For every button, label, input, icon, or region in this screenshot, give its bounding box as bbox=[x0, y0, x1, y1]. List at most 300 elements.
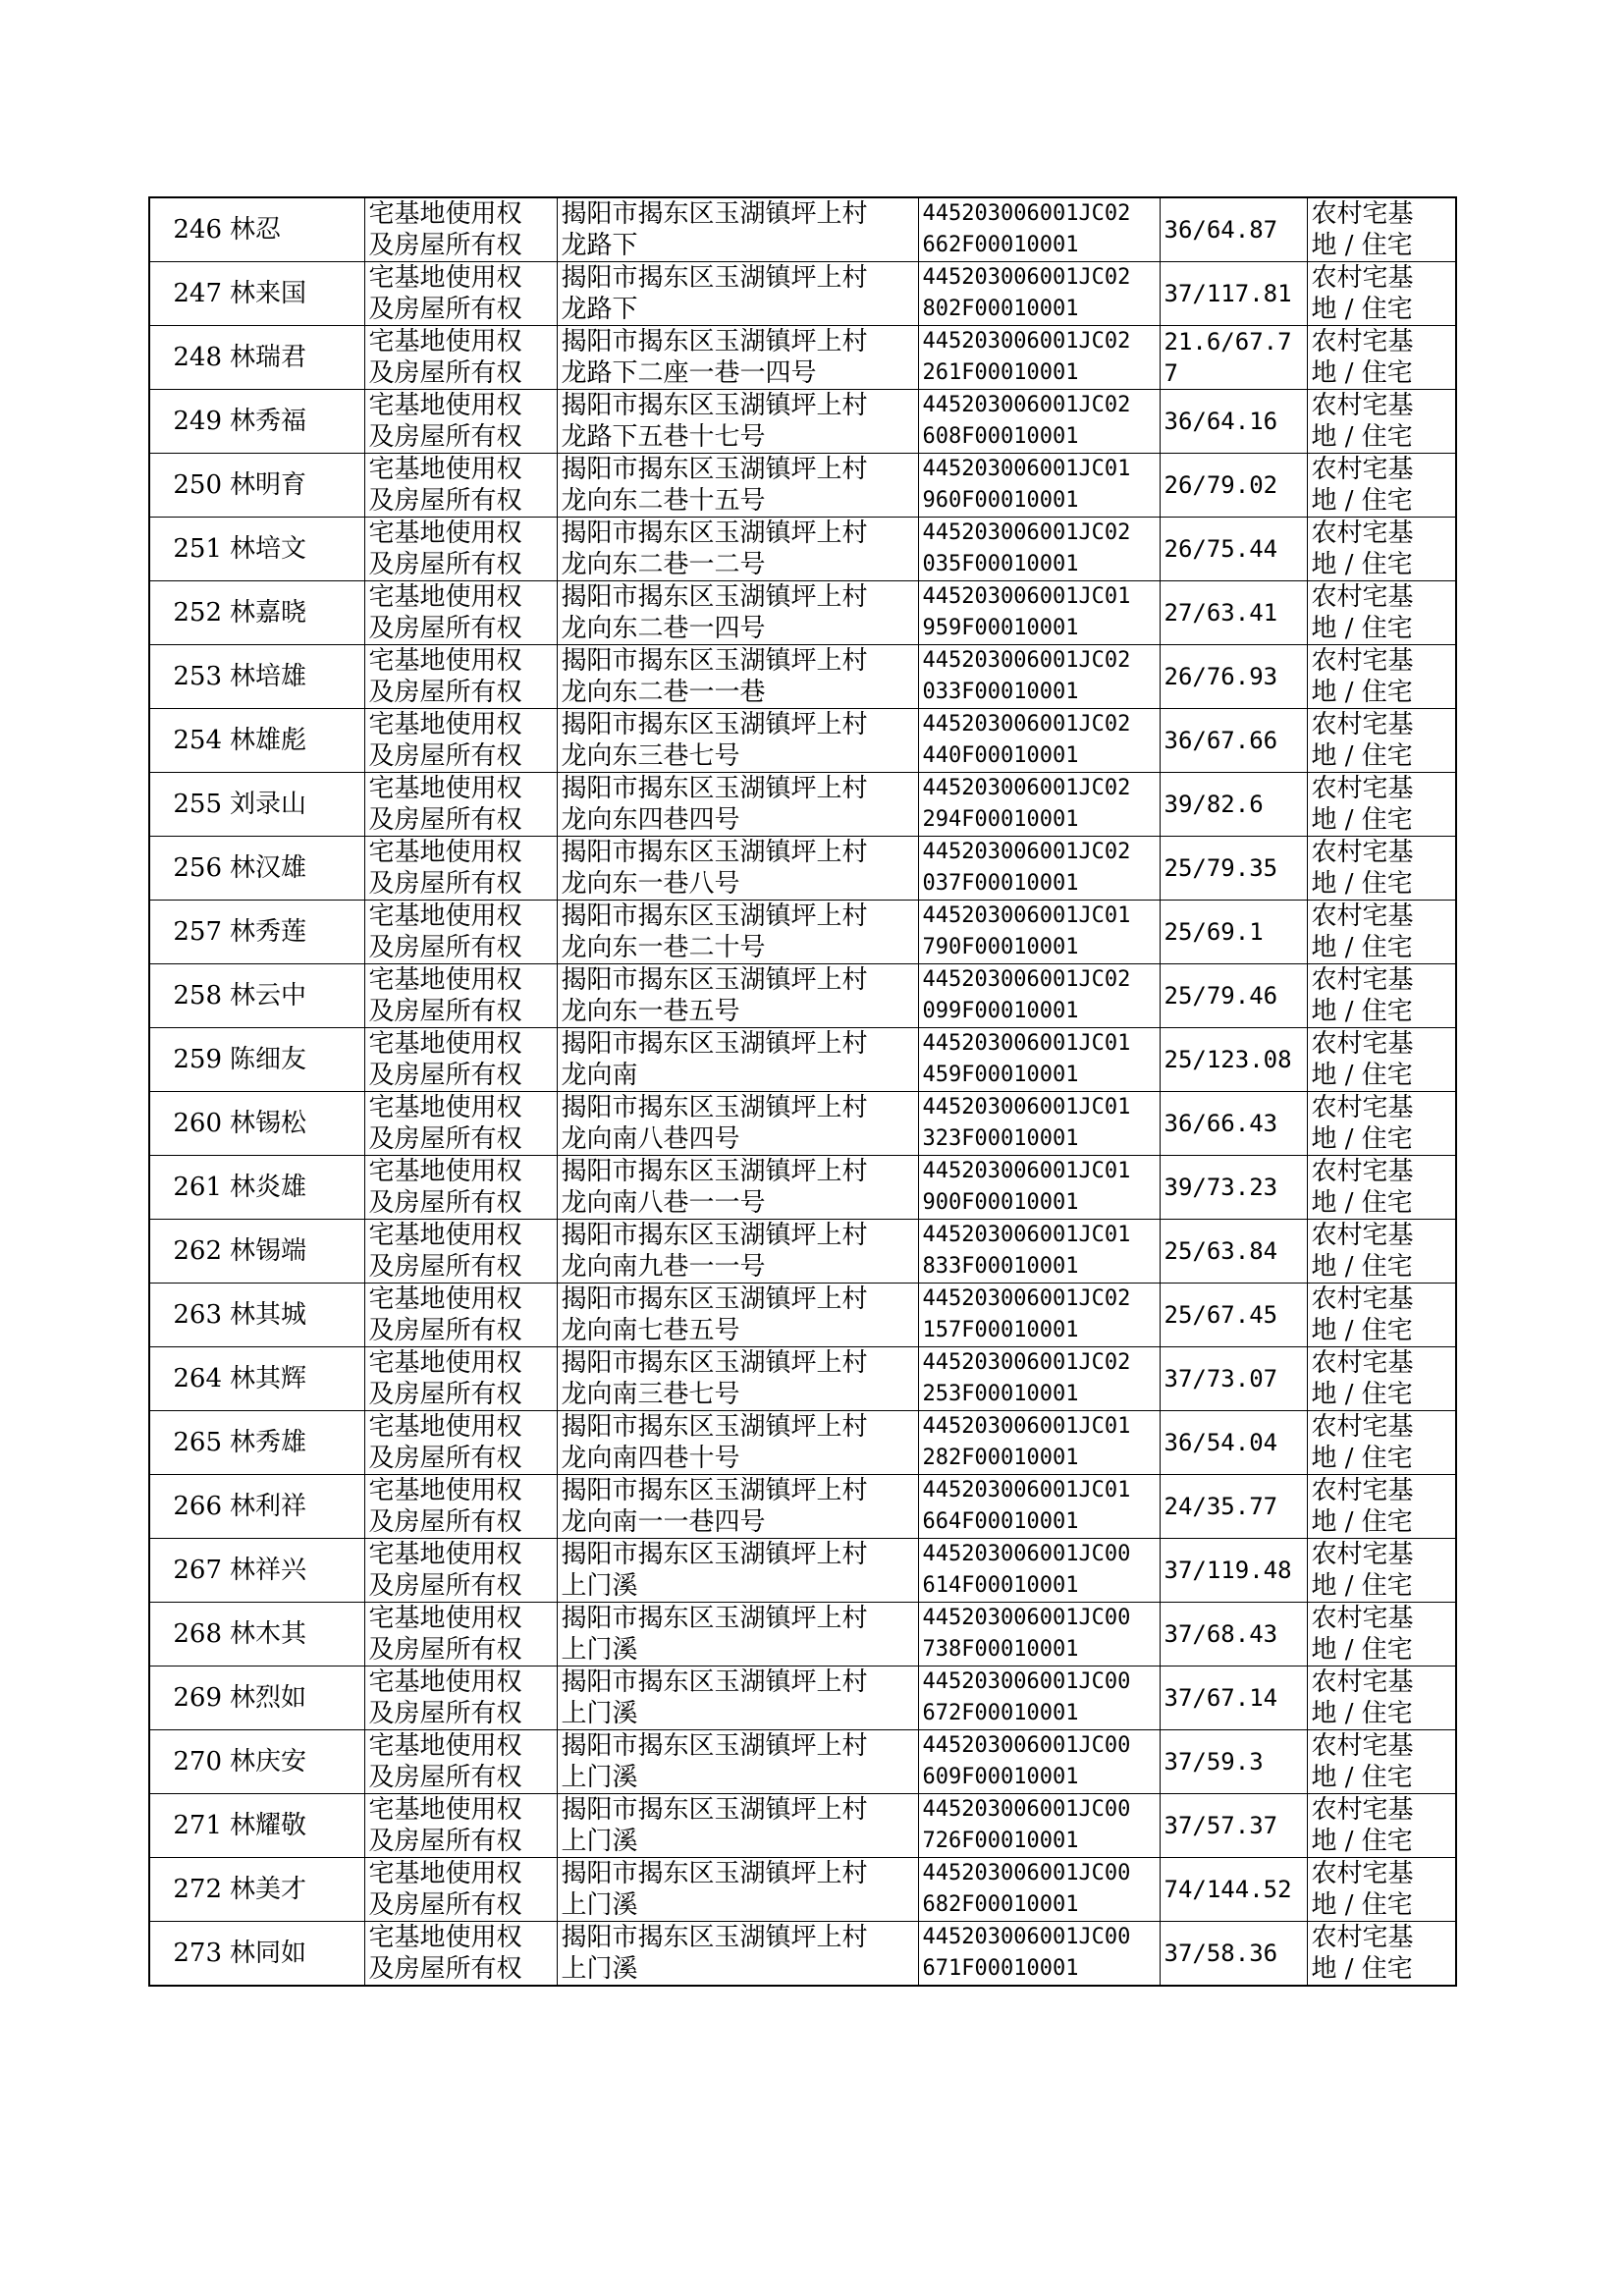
address-line-1: 揭阳市揭东区玉湖镇坪上村 bbox=[561, 1476, 868, 1505]
area-value: 25/63.84 bbox=[1160, 1220, 1307, 1284]
address bbox=[557, 1028, 918, 1092]
address bbox=[557, 964, 918, 1028]
owner-name: 刘录山 bbox=[228, 773, 364, 837]
land-use-line-1: 农村宅基 bbox=[1311, 1157, 1414, 1186]
right-type-line-2: 及房屋所有权 bbox=[368, 1890, 522, 1920]
land-use-line-1: 农村宅基 bbox=[1311, 774, 1414, 803]
parcel-code-line-2: 157F00010001 bbox=[922, 1318, 1079, 1342]
parcel-code-line-1: 445203006001JC02 bbox=[922, 1350, 1131, 1375]
right-type-line-1: 宅基地使用权 bbox=[368, 1604, 522, 1633]
land-use-line-1: 农村宅基 bbox=[1311, 263, 1414, 293]
area-value: 24/35.77 bbox=[1160, 1475, 1307, 1539]
parcel-code-line-1: 445203006001JC00 bbox=[922, 1542, 1131, 1566]
right-type bbox=[364, 1667, 557, 1730]
table-row bbox=[149, 326, 1456, 390]
owner-name: 林庆安 bbox=[228, 1730, 364, 1794]
right-type-line-2: 及房屋所有权 bbox=[368, 295, 522, 324]
parcel-code-line-2: 959F00010001 bbox=[922, 616, 1079, 640]
land-use-line-1: 农村宅基 bbox=[1311, 327, 1414, 356]
parcel-code bbox=[918, 454, 1160, 518]
land-use-line-2: 地 / 住宅 bbox=[1311, 422, 1413, 452]
area-value: 26/75.44 bbox=[1160, 518, 1307, 581]
parcel-code-line-2: 790F00010001 bbox=[922, 935, 1079, 959]
area-value: 37/117.81 bbox=[1160, 262, 1307, 326]
parcel-code bbox=[918, 1028, 1160, 1092]
address bbox=[557, 1284, 918, 1347]
parcel-code-line-1: 445203006001JC02 bbox=[922, 201, 1131, 226]
address-line-1: 揭阳市揭东区玉湖镇坪上村 bbox=[561, 1029, 868, 1059]
land-use-line-2: 地 / 住宅 bbox=[1311, 614, 1413, 643]
right-type bbox=[364, 581, 557, 645]
right-type-line-1: 宅基地使用权 bbox=[368, 1540, 522, 1569]
parcel-code bbox=[918, 773, 1160, 837]
right-type bbox=[364, 1220, 557, 1284]
address-line-1: 揭阳市揭东区玉湖镇坪上村 bbox=[561, 1667, 868, 1697]
area-value: 25/79.35 bbox=[1160, 837, 1307, 901]
parcel-code-line-1: 445203006001JC02 bbox=[922, 840, 1131, 864]
land-use bbox=[1307, 1922, 1456, 1987]
address-line-1: 揭阳市揭东区玉湖镇坪上村 bbox=[561, 965, 868, 995]
address bbox=[557, 901, 918, 964]
address-line-2: 龙向南三巷七号 bbox=[561, 1380, 740, 1409]
right-type-line-1: 宅基地使用权 bbox=[368, 710, 522, 739]
table-row bbox=[149, 964, 1456, 1028]
record-number: 254 bbox=[149, 709, 228, 773]
parcel-code-line-2: 833F00010001 bbox=[922, 1254, 1079, 1279]
area-value: 26/79.02 bbox=[1160, 454, 1307, 518]
parcel-code-line-1: 445203006001JC02 bbox=[922, 712, 1131, 737]
parcel-code-line-2: 294F00010001 bbox=[922, 807, 1079, 832]
address-line-2: 龙向东二巷一一巷 bbox=[561, 678, 766, 707]
owner-name: 林瑞君 bbox=[228, 326, 364, 390]
right-type bbox=[364, 837, 557, 901]
address-line-1: 揭阳市揭东区玉湖镇坪上村 bbox=[561, 1604, 868, 1633]
right-type bbox=[364, 1794, 557, 1858]
parcel-code-line-2: 282F00010001 bbox=[922, 1446, 1079, 1470]
right-type-line-2: 及房屋所有权 bbox=[368, 1763, 522, 1792]
land-use bbox=[1307, 709, 1456, 773]
land-use-line-2: 地 / 住宅 bbox=[1311, 1252, 1413, 1282]
land-use-line-2: 地 / 住宅 bbox=[1311, 678, 1413, 707]
table-row bbox=[149, 1411, 1456, 1475]
area-value: 39/82.6 bbox=[1160, 773, 1307, 837]
address bbox=[557, 1411, 918, 1475]
land-use-line-2: 地 / 住宅 bbox=[1311, 1444, 1413, 1473]
right-type bbox=[364, 390, 557, 454]
address-line-2: 上门溪 bbox=[561, 1699, 638, 1728]
land-use-line-1: 农村宅基 bbox=[1311, 391, 1414, 420]
address-line-2: 龙向东三巷七号 bbox=[561, 741, 740, 771]
land-use-line-2: 地 / 住宅 bbox=[1311, 295, 1413, 324]
record-number: 256 bbox=[149, 837, 228, 901]
land-use-line-1: 农村宅基 bbox=[1311, 902, 1414, 931]
parcel-code-line-1: 445203006001JC01 bbox=[922, 584, 1131, 609]
area-value: 26/76.93 bbox=[1160, 645, 1307, 709]
address bbox=[557, 1347, 918, 1411]
owner-name: 林云中 bbox=[228, 964, 364, 1028]
right-type-line-1: 宅基地使用权 bbox=[368, 391, 522, 420]
owner-name: 林秀福 bbox=[228, 390, 364, 454]
owner-name: 林来国 bbox=[228, 262, 364, 326]
address bbox=[557, 1922, 918, 1987]
address-line-2: 龙向东一巷八号 bbox=[561, 869, 740, 899]
right-type bbox=[364, 518, 557, 581]
right-type-line-2: 及房屋所有权 bbox=[368, 1635, 522, 1665]
right-type-line-2: 及房屋所有权 bbox=[368, 741, 522, 771]
parcel-code-line-2: 261F00010001 bbox=[922, 360, 1079, 385]
land-use-line-1: 农村宅基 bbox=[1311, 1923, 1414, 1952]
table-row bbox=[149, 197, 1456, 262]
address bbox=[557, 518, 918, 581]
parcel-code bbox=[918, 390, 1160, 454]
parcel-code-line-1: 445203006001JC02 bbox=[922, 776, 1131, 800]
right-type-line-1: 宅基地使用权 bbox=[368, 1859, 522, 1888]
address-line-2: 龙向南 bbox=[561, 1061, 638, 1090]
parcel-code-line-1: 445203006001JC00 bbox=[922, 1606, 1131, 1630]
land-use bbox=[1307, 326, 1456, 390]
address-line-1: 揭阳市揭东区玉湖镇坪上村 bbox=[561, 774, 868, 803]
parcel-code-line-1: 445203006001JC02 bbox=[922, 329, 1131, 354]
right-type-line-2: 及房屋所有权 bbox=[368, 1380, 522, 1409]
parcel-code-line-1: 445203006001JC01 bbox=[922, 1159, 1131, 1183]
table-row bbox=[149, 837, 1456, 901]
parcel-code-line-2: 323F00010001 bbox=[922, 1126, 1079, 1151]
owner-name: 林锡松 bbox=[228, 1092, 364, 1156]
parcel-code bbox=[918, 1156, 1160, 1220]
owner-name: 林其城 bbox=[228, 1284, 364, 1347]
right-type-line-1: 宅基地使用权 bbox=[368, 519, 522, 548]
address bbox=[557, 709, 918, 773]
right-type-line-1: 宅基地使用权 bbox=[368, 1667, 522, 1697]
address-line-2: 上门溪 bbox=[561, 1827, 638, 1856]
area-value: 37/68.43 bbox=[1160, 1603, 1307, 1667]
address bbox=[557, 1220, 918, 1284]
table-row bbox=[149, 901, 1456, 964]
table-row bbox=[149, 390, 1456, 454]
address-line-1: 揭阳市揭东区玉湖镇坪上村 bbox=[561, 1731, 868, 1761]
land-use-line-1: 农村宅基 bbox=[1311, 1029, 1414, 1059]
land-use bbox=[1307, 1156, 1456, 1220]
land-use-line-1: 农村宅基 bbox=[1311, 1859, 1414, 1888]
address-line-2: 龙向南七巷五号 bbox=[561, 1316, 740, 1345]
land-use-line-2: 地 / 住宅 bbox=[1311, 1699, 1413, 1728]
parcel-code-line-2: 726F00010001 bbox=[922, 1829, 1079, 1853]
owner-name: 林秀雄 bbox=[228, 1411, 364, 1475]
right-type-line-2: 及房屋所有权 bbox=[368, 550, 522, 579]
address-line-2: 龙向东四巷四号 bbox=[561, 805, 740, 835]
parcel-code bbox=[918, 262, 1160, 326]
land-use bbox=[1307, 390, 1456, 454]
address-line-1: 揭阳市揭东区玉湖镇坪上村 bbox=[561, 391, 868, 420]
parcel-code bbox=[918, 645, 1160, 709]
land-use-line-1: 农村宅基 bbox=[1311, 519, 1414, 548]
area-value: 37/119.48 bbox=[1160, 1539, 1307, 1603]
area-value: 36/66.43 bbox=[1160, 1092, 1307, 1156]
land-use-line-1: 农村宅基 bbox=[1311, 838, 1414, 867]
land-use-line-2: 地 / 住宅 bbox=[1311, 550, 1413, 579]
right-type-line-2: 及房屋所有权 bbox=[368, 1061, 522, 1090]
owner-name: 林培文 bbox=[228, 518, 364, 581]
address bbox=[557, 1858, 918, 1922]
right-type bbox=[364, 901, 557, 964]
area-value: 25/79.46 bbox=[1160, 964, 1307, 1028]
parcel-code-line-1: 445203006001JC01 bbox=[922, 457, 1131, 481]
land-use bbox=[1307, 1858, 1456, 1922]
owner-name: 陈细友 bbox=[228, 1028, 364, 1092]
address-line-1: 揭阳市揭东区玉湖镇坪上村 bbox=[561, 902, 868, 931]
land-use bbox=[1307, 901, 1456, 964]
table-row bbox=[149, 1347, 1456, 1411]
land-use-line-1: 农村宅基 bbox=[1311, 1667, 1414, 1697]
land-use bbox=[1307, 262, 1456, 326]
parcel-code bbox=[918, 1730, 1160, 1794]
parcel-code-line-2: 738F00010001 bbox=[922, 1637, 1079, 1662]
right-type-line-2: 及房屋所有权 bbox=[368, 422, 522, 452]
address bbox=[557, 1603, 918, 1667]
land-use-line-2: 地 / 住宅 bbox=[1311, 741, 1413, 771]
land-use-line-2: 地 / 住宅 bbox=[1311, 997, 1413, 1026]
table-row bbox=[149, 1028, 1456, 1092]
address-line-1: 揭阳市揭东区玉湖镇坪上村 bbox=[561, 1348, 868, 1378]
right-type-line-1: 宅基地使用权 bbox=[368, 1476, 522, 1505]
parcel-code-line-1: 445203006001JC01 bbox=[922, 1414, 1131, 1439]
address-line-1: 揭阳市揭东区玉湖镇坪上村 bbox=[561, 327, 868, 356]
address bbox=[557, 1667, 918, 1730]
record-number: 251 bbox=[149, 518, 228, 581]
owner-name: 林木其 bbox=[228, 1603, 364, 1667]
parcel-code-line-2: 802F00010001 bbox=[922, 297, 1079, 321]
parcel-code-line-2: 440F00010001 bbox=[922, 743, 1079, 768]
address bbox=[557, 773, 918, 837]
record-number: 260 bbox=[149, 1092, 228, 1156]
land-use bbox=[1307, 1603, 1456, 1667]
land-use-line-2: 地 / 住宅 bbox=[1311, 1380, 1413, 1409]
address-line-2: 龙向南四巷十号 bbox=[561, 1444, 740, 1473]
right-type bbox=[364, 1922, 557, 1987]
owner-name: 林耀敬 bbox=[228, 1794, 364, 1858]
right-type-line-1: 宅基地使用权 bbox=[368, 1348, 522, 1378]
parcel-code-line-1: 445203006001JC01 bbox=[922, 1095, 1131, 1120]
land-use bbox=[1307, 1411, 1456, 1475]
address bbox=[557, 1475, 918, 1539]
address-line-2: 龙路下五巷十七号 bbox=[561, 422, 766, 452]
record-number: 250 bbox=[149, 454, 228, 518]
right-type bbox=[364, 262, 557, 326]
right-type-line-1: 宅基地使用权 bbox=[368, 582, 522, 612]
record-number: 255 bbox=[149, 773, 228, 837]
land-use bbox=[1307, 454, 1456, 518]
records-body bbox=[149, 197, 1456, 1986]
parcel-code bbox=[918, 1603, 1160, 1667]
parcel-code bbox=[918, 964, 1160, 1028]
parcel-code-line-1: 445203006001JC00 bbox=[922, 1797, 1131, 1822]
table-row bbox=[149, 454, 1456, 518]
right-type-line-2: 及房屋所有权 bbox=[368, 1699, 522, 1728]
parcel-code bbox=[918, 1667, 1160, 1730]
address bbox=[557, 1539, 918, 1603]
parcel-code-line-1: 445203006001JC00 bbox=[922, 1861, 1131, 1885]
address-line-2: 上门溪 bbox=[561, 1890, 638, 1920]
record-number: 273 bbox=[149, 1922, 228, 1987]
parcel-code-line-1: 445203006001JC02 bbox=[922, 967, 1131, 992]
record-number: 261 bbox=[149, 1156, 228, 1220]
address bbox=[557, 1156, 918, 1220]
table-row bbox=[149, 773, 1456, 837]
address bbox=[557, 1794, 918, 1858]
address-line-2: 龙向南八巷一一号 bbox=[561, 1188, 766, 1218]
parcel-code-line-2: 035F00010001 bbox=[922, 552, 1079, 576]
right-type-line-1: 宅基地使用权 bbox=[368, 263, 522, 293]
parcel-code bbox=[918, 1411, 1160, 1475]
right-type-line-1: 宅基地使用权 bbox=[368, 1731, 522, 1761]
table-row bbox=[149, 1730, 1456, 1794]
land-use bbox=[1307, 518, 1456, 581]
address-line-2: 上门溪 bbox=[561, 1571, 638, 1601]
parcel-code bbox=[918, 709, 1160, 773]
address-line-2: 龙向南九巷一一号 bbox=[561, 1252, 766, 1282]
land-use-line-2: 地 / 住宅 bbox=[1311, 805, 1413, 835]
right-type-line-2: 及房屋所有权 bbox=[368, 231, 522, 260]
right-type-line-1: 宅基地使用权 bbox=[368, 455, 522, 484]
owner-name: 林同如 bbox=[228, 1922, 364, 1987]
table-row bbox=[149, 645, 1456, 709]
right-type-line-2: 及房屋所有权 bbox=[368, 1954, 522, 1984]
land-use bbox=[1307, 1092, 1456, 1156]
table-row bbox=[149, 1922, 1456, 1987]
parcel-code-line-2: 682F00010001 bbox=[922, 1892, 1079, 1917]
right-type bbox=[364, 454, 557, 518]
parcel-code bbox=[918, 1539, 1160, 1603]
land-use-line-2: 地 / 住宅 bbox=[1311, 1124, 1413, 1154]
address bbox=[557, 262, 918, 326]
land-use bbox=[1307, 1539, 1456, 1603]
parcel-code bbox=[918, 1347, 1160, 1411]
land-use-line-1: 农村宅基 bbox=[1311, 1093, 1414, 1122]
address-line-2: 龙路下 bbox=[561, 295, 638, 324]
table-row bbox=[149, 1156, 1456, 1220]
land-use-line-1: 农村宅基 bbox=[1311, 1540, 1414, 1569]
land-use bbox=[1307, 964, 1456, 1028]
owner-name: 林明育 bbox=[228, 454, 364, 518]
table-row bbox=[149, 1667, 1456, 1730]
parcel-code-line-1: 445203006001JC01 bbox=[922, 1478, 1131, 1503]
land-use-line-2: 地 / 住宅 bbox=[1311, 1763, 1413, 1792]
land-use bbox=[1307, 1028, 1456, 1092]
right-type bbox=[364, 964, 557, 1028]
address-line-1: 揭阳市揭东区玉湖镇坪上村 bbox=[561, 519, 868, 548]
land-use-line-1: 农村宅基 bbox=[1311, 1604, 1414, 1633]
record-number: 259 bbox=[149, 1028, 228, 1092]
parcel-code bbox=[918, 1475, 1160, 1539]
right-type-line-2: 及房屋所有权 bbox=[368, 1188, 522, 1218]
table-row bbox=[149, 518, 1456, 581]
address-line-1: 揭阳市揭东区玉湖镇坪上村 bbox=[561, 1221, 868, 1250]
parcel-code-line-1: 445203006001JC02 bbox=[922, 265, 1131, 290]
owner-name: 林烈如 bbox=[228, 1667, 364, 1730]
right-type-line-1: 宅基地使用权 bbox=[368, 1093, 522, 1122]
address-line-2: 龙向东二巷十五号 bbox=[561, 486, 766, 516]
address-line-1: 揭阳市揭东区玉湖镇坪上村 bbox=[561, 1795, 868, 1825]
address-line-2: 龙向东二巷一二号 bbox=[561, 550, 766, 579]
right-type bbox=[364, 773, 557, 837]
land-use-line-2: 地 / 住宅 bbox=[1311, 1316, 1413, 1345]
address-line-1: 揭阳市揭东区玉湖镇坪上村 bbox=[561, 838, 868, 867]
right-type-line-1: 宅基地使用权 bbox=[368, 902, 522, 931]
address bbox=[557, 837, 918, 901]
address-line-2: 上门溪 bbox=[561, 1763, 638, 1792]
owner-name: 林秀莲 bbox=[228, 901, 364, 964]
land-use-line-1: 农村宅基 bbox=[1311, 1476, 1414, 1505]
parcel-code-line-2: 608F00010001 bbox=[922, 424, 1079, 449]
land-use-line-2: 地 / 住宅 bbox=[1311, 1571, 1413, 1601]
parcel-code-line-1: 445203006001JC01 bbox=[922, 1223, 1131, 1247]
land-use-line-1: 农村宅基 bbox=[1311, 199, 1414, 229]
area-value: 21.6/67.77 bbox=[1160, 326, 1307, 390]
land-use bbox=[1307, 1475, 1456, 1539]
land-use bbox=[1307, 1220, 1456, 1284]
record-number: 268 bbox=[149, 1603, 228, 1667]
owner-name: 林雄彪 bbox=[228, 709, 364, 773]
parcel-code-line-1: 445203006001JC00 bbox=[922, 1733, 1131, 1758]
area-value: 36/64.16 bbox=[1160, 390, 1307, 454]
address-line-1: 揭阳市揭东区玉湖镇坪上村 bbox=[561, 1859, 868, 1888]
area-value: 25/123.08 bbox=[1160, 1028, 1307, 1092]
right-type-line-2: 及房屋所有权 bbox=[368, 358, 522, 388]
record-number: 262 bbox=[149, 1220, 228, 1284]
address-line-2: 上门溪 bbox=[561, 1635, 638, 1665]
parcel-code-line-1: 445203006001JC00 bbox=[922, 1925, 1131, 1949]
right-type bbox=[364, 1092, 557, 1156]
right-type bbox=[364, 326, 557, 390]
right-type-line-2: 及房屋所有权 bbox=[368, 1507, 522, 1537]
address bbox=[557, 326, 918, 390]
land-use bbox=[1307, 1730, 1456, 1794]
right-type-line-1: 宅基地使用权 bbox=[368, 327, 522, 356]
land-use-line-2: 地 / 住宅 bbox=[1311, 1827, 1413, 1856]
land-use bbox=[1307, 1284, 1456, 1347]
record-number: 270 bbox=[149, 1730, 228, 1794]
address-line-1: 揭阳市揭东区玉湖镇坪上村 bbox=[561, 710, 868, 739]
right-type-line-2: 及房屋所有权 bbox=[368, 678, 522, 707]
right-type bbox=[364, 645, 557, 709]
parcel-code bbox=[918, 837, 1160, 901]
parcel-code-line-2: 037F00010001 bbox=[922, 871, 1079, 896]
address bbox=[557, 1730, 918, 1794]
right-type-line-1: 宅基地使用权 bbox=[368, 965, 522, 995]
record-number: 263 bbox=[149, 1284, 228, 1347]
parcel-code-line-1: 445203006001JC02 bbox=[922, 393, 1131, 417]
right-type-line-1: 宅基地使用权 bbox=[368, 646, 522, 676]
parcel-code-line-2: 671F00010001 bbox=[922, 1956, 1079, 1981]
address-line-1: 揭阳市揭东区玉湖镇坪上村 bbox=[561, 582, 868, 612]
area-value: 37/67.14 bbox=[1160, 1667, 1307, 1730]
record-number: 249 bbox=[149, 390, 228, 454]
land-use-line-1: 农村宅基 bbox=[1311, 1221, 1414, 1250]
parcel-code-line-2: 960F00010001 bbox=[922, 488, 1079, 513]
address-line-2: 龙路下二座一巷一四号 bbox=[561, 358, 817, 388]
address-line-2: 龙向东一巷五号 bbox=[561, 997, 740, 1026]
parcel-code bbox=[918, 581, 1160, 645]
address-line-2: 上门溪 bbox=[561, 1954, 638, 1984]
land-use-line-2: 地 / 住宅 bbox=[1311, 1635, 1413, 1665]
parcel-code bbox=[918, 1858, 1160, 1922]
table-row bbox=[149, 1475, 1456, 1539]
right-type bbox=[364, 1347, 557, 1411]
table-row bbox=[149, 1858, 1456, 1922]
record-number: 257 bbox=[149, 901, 228, 964]
table-row bbox=[149, 1284, 1456, 1347]
right-type bbox=[364, 1028, 557, 1092]
